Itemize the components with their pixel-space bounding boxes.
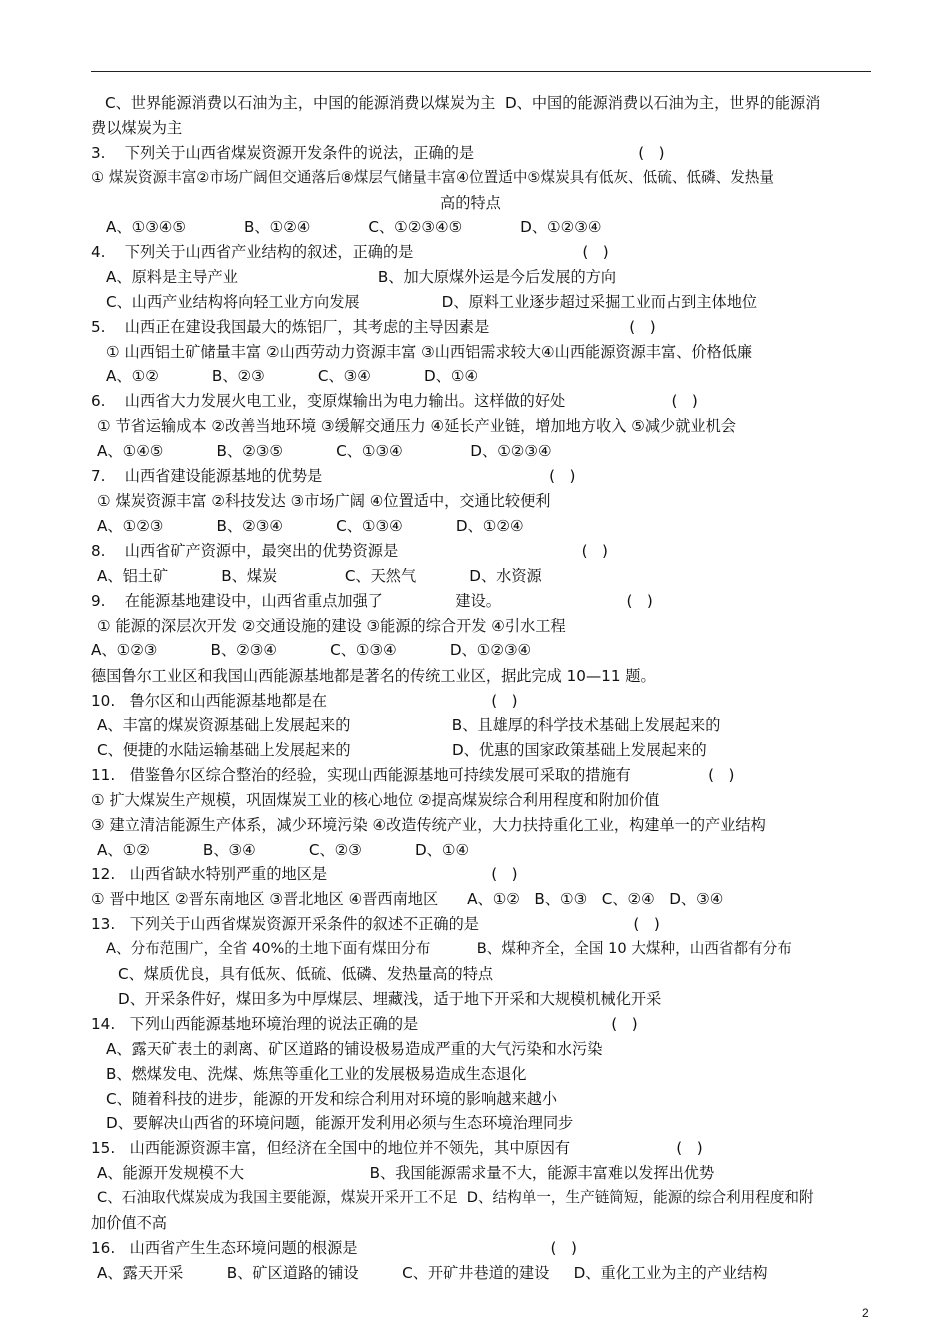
text-line: 16. 山西省产生生态环境问题的根源是 ( ) (91, 1239, 577, 1257)
text-line: 3. 下列关于山西省煤炭资源开发条件的说法，正确的是 ( ) (91, 144, 665, 162)
text-line: ① 扩大煤炭生产规模，巩固煤炭工业的核心地位 ②提高煤炭综合利用程度和附加价值 (91, 791, 660, 809)
text-line: 4. 下列关于山西省产业结构的叙述，正确的是 ( ) (91, 243, 609, 261)
text-line: D、要解决山西省的环境问题，能源开发利用必须与生态环境治理同步 (106, 1114, 574, 1132)
text-line: 高的特点 (440, 194, 501, 212)
text-line: ① 晋中地区 ②晋东南地区 ③晋北地区 ④晋西南地区 A、①② B、①③ C、②④ D、③④ (91, 890, 724, 908)
text-line: C、石油取代煤炭成为我国主要能源，煤炭开采开工不足 D、结构单一，生产链简短，能源的综合利用程度和附 (97, 1189, 814, 1206)
text-line: A、露天矿表土的剥离、矿区道路的铺设极易造成严重的大气污染和水污染 (106, 1040, 603, 1058)
text-line: 费以煤炭为主 (91, 119, 183, 137)
text-line: A、①②③ B、②③④ C、①③④ D、①②④ (97, 517, 524, 535)
text-line: A、①③④⑤ B、①②④ C、①②③④⑤ D、①②③④ (106, 218, 602, 236)
text-line: A、①② B、③④ C、②③ D、①④ (97, 841, 470, 859)
text-line: ① 山西铝土矿储量丰富 ②山西劳动力资源丰富 ③山西铝需求较大④山西能源资源丰富、价格低廉 (106, 343, 753, 361)
text-line: C、便捷的水陆运输基础上发展起来的 D、优惠的国家政策基础上发展起来的 (97, 741, 707, 759)
text-line: 15. 山西能源资源丰富，但经济在全国中的地位并不领先，其中原因有 ( ) (91, 1139, 703, 1157)
header-rule (91, 71, 871, 72)
text-line: 13. 下列关于山西省煤炭资源开采条件的叙述不正确的是 ( ) (91, 915, 660, 933)
page-number: 2 (862, 1306, 869, 1320)
text-line: A、能源开发规模不大 B、我国能源需求量不大，能源丰富难以发挥出优势 (97, 1164, 715, 1182)
text-line: C、山西产业结构将向轻工业方向发展 D、原料工业逐步超过采掘工业而占到主体地位 (106, 293, 758, 311)
text-line: 14. 下列山西能源基地环境治理的说法正确的是 ( ) (91, 1015, 638, 1033)
text-line: C、随着科技的进步，能源的开发和综合利用对环境的影响越来越小 (106, 1090, 558, 1108)
text-line: ① 节省运输成本 ②改善当地环境 ③缓解交通压力 ④延长产业链，增加地方收入 ⑤减少就业机会 (97, 417, 736, 435)
text-line: 12. 山西省缺水特别严重的地区是 ( ) (91, 865, 518, 883)
text-line: 7. 山西省建设能源基地的优势是 ( ) (91, 467, 576, 485)
text-line: ① 煤炭资源丰富 ②科技发达 ③市场广阔 ④位置适中，交通比较便利 (97, 492, 551, 510)
text-line: 6. 山西省大力发展火电工业，变原煤输出为电力输出。这样做的好处 ( ) (91, 392, 698, 410)
text-line: 8. 山西省矿产资源中，最突出的优势资源是 ( ) (91, 542, 608, 560)
text-line: D、开采条件好，煤田多为中厚煤层、埋藏浅，适于地下开采和大规模机械化开采 (118, 990, 662, 1008)
text-line: A、①④⑤ B、②③⑤ C、①③④ D、①②③④ (97, 442, 552, 460)
text-line: A、铝土矿 B、煤炭 C、天然气 D、水资源 (97, 567, 542, 585)
text-line: ③ 建立清洁能源生产体系，减少环境污染 ④改造传统产业，大力扶持重化工业，构建单一的产业结构 (91, 816, 766, 834)
text-line: 9. 在能源基地建设中，山西省重点加强了 建设。 ( ) (91, 592, 653, 610)
text-line: 5. 山西正在建设我国最大的炼铝厂，其考虑的主导因素是 ( ) (91, 318, 656, 336)
text-line: A、①②③ B、②③④ C、①③④ D、①②③④ (91, 641, 532, 659)
text-line: 德国鲁尔工业区和我国山西能源基地都是著名的传统工业区，据此完成 10—11 题。 (91, 667, 656, 685)
text-line: C、世界能源消费以石油为主，中国的能源消费以煤炭为主 D、中国的能源消费以石油为主，世界的能源消 (105, 94, 821, 112)
text-line: A、原料是主导产业 B、加大原煤外运是今后发展的方向 (106, 268, 617, 286)
text-line: 11. 借鉴鲁尔区综合整治的经验，实现山西能源基地可持续发展可采取的措施有 ( ) (91, 766, 735, 784)
text-line: 加价值不高 (91, 1214, 167, 1232)
text-line: A、①② B、②③ C、③④ D、①④ (106, 367, 479, 385)
text-line: ① 能源的深层次开发 ②交通设施的建设 ③能源的综合开发 ④引水工程 (97, 617, 566, 635)
text-line: C、煤质优良，具有低灰、低硫、低磷、发热量高的特点 (118, 965, 494, 983)
text-line: A、分布范围广，全省 40%的土地下面有煤田分布 B、煤种齐全，全国 10 大煤种，山西省都有分布 (106, 940, 792, 957)
text-line: A、丰富的煤炭资源基础上发展起来的 B、且雄厚的科学技术基础上发展起来的 (97, 716, 721, 734)
text-line: B、燃煤发电、洗煤、炼焦等重化工业的发展极易造成生态退化 (106, 1065, 527, 1083)
text-line: ① 煤炭资源丰富②市场广阔但交通落后⑧煤层气储量丰富④位置适中⑤煤炭具有低灰、低硫、低磷、发热量 (91, 169, 774, 186)
text-line: A、露天开采 B、矿区道路的铺设 C、开矿井巷道的建设 D、重化工业为主的产业结构 (97, 1264, 768, 1282)
text-line: 10. 鲁尔区和山西能源基地都是在 ( ) (91, 692, 518, 710)
